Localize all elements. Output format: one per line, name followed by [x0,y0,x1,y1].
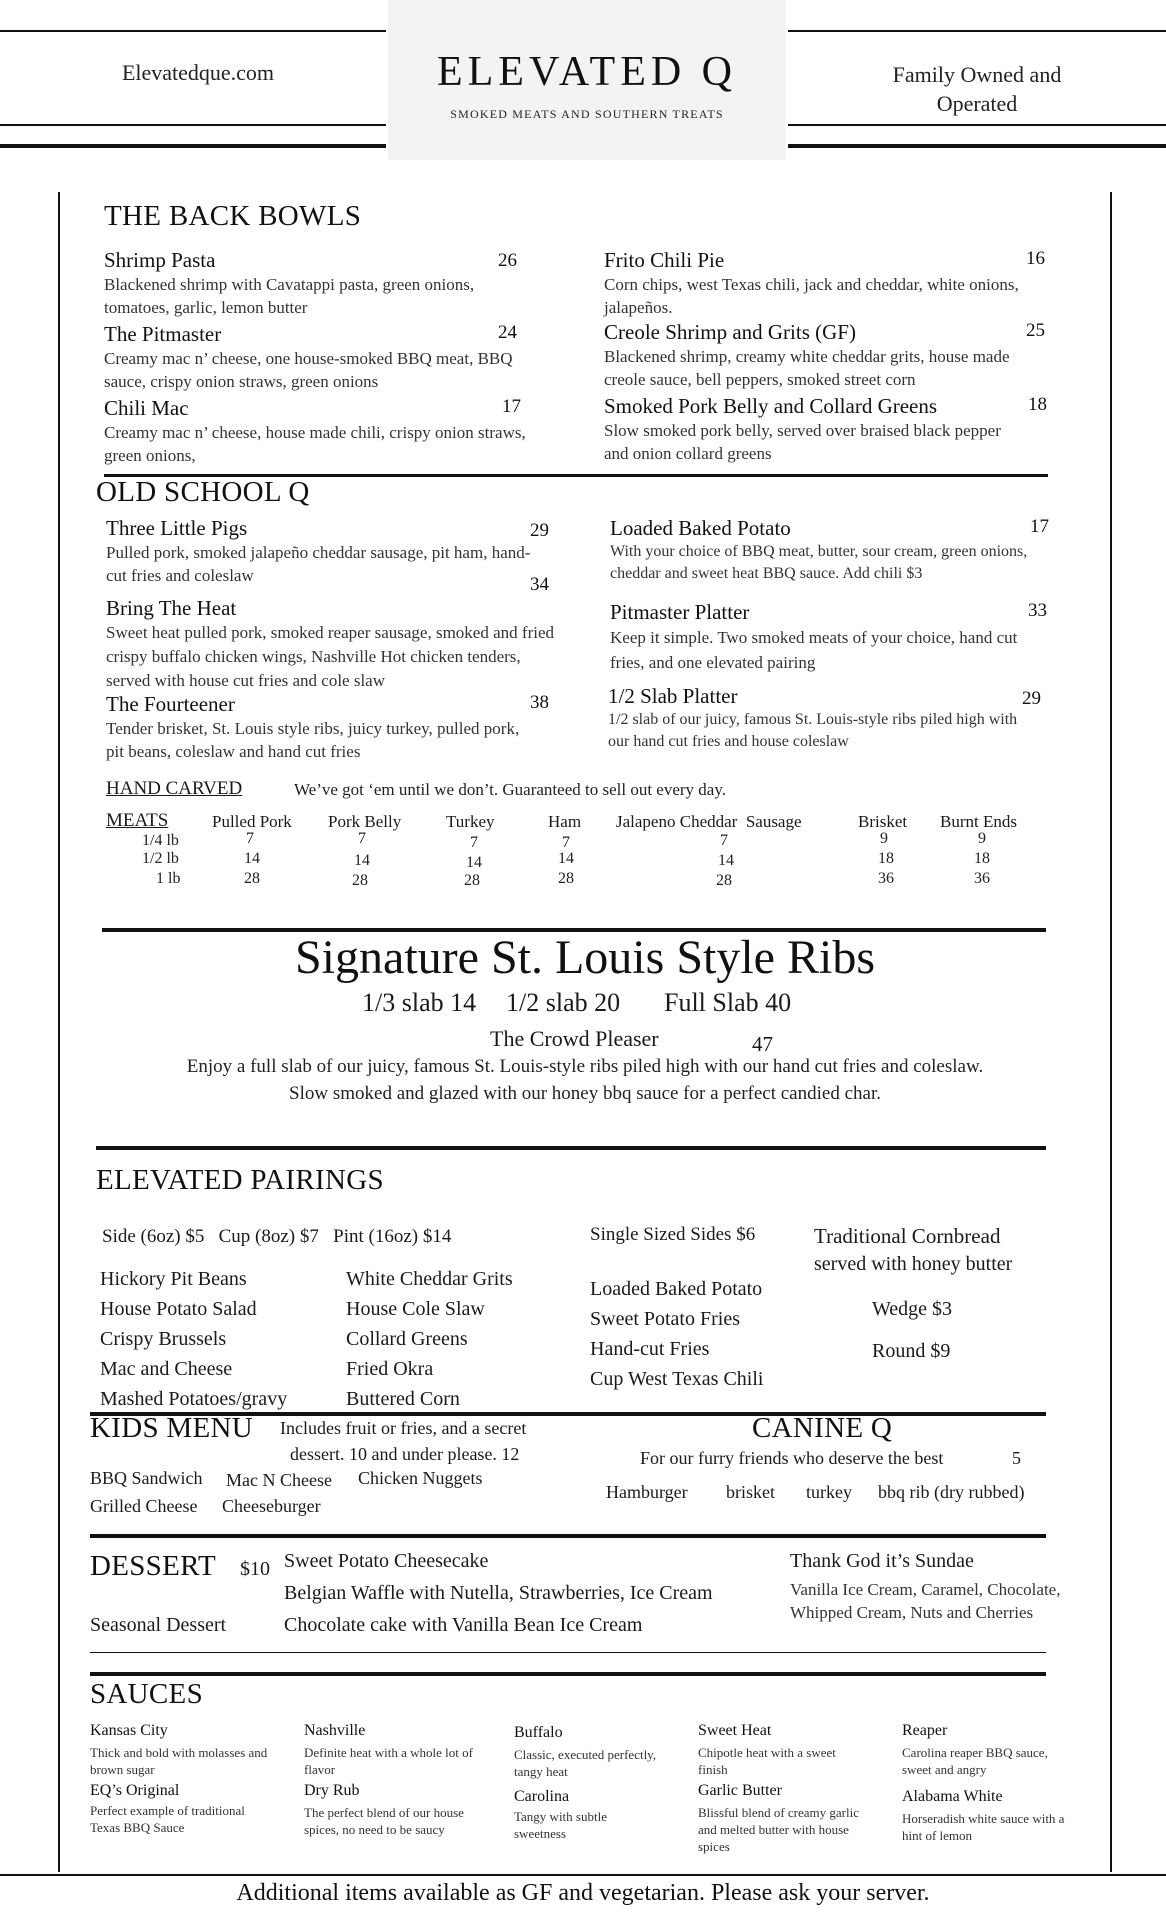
meat-column-header: Turkey [446,812,495,831]
item-price: 38 [530,692,549,713]
price-cell: 28 [558,870,574,887]
header-rule-right-top [788,30,1166,32]
menu-item [104,248,534,319]
menu-item [604,248,1044,319]
price-cell: 36 [878,870,894,887]
kids-item: BBQ Sandwich [90,1468,203,1488]
list-item: Sweet Potato Fries [590,1308,740,1330]
item-name: Chili Mac [104,396,189,420]
footer-rule [0,1874,1166,1876]
price-cell: 14 [354,852,370,869]
kids-item: Grilled Cheese [90,1496,198,1516]
item-desc: Sweet heat pulled pork, smoked reaper sausage, smoked and fried crispy buffalo chicken wings, Nashville Hot chicken tenders, served with house cut fries and cole slaw [106,623,554,690]
meat-column-header: Brisket [858,812,908,831]
cornbread-round: Round $9 [872,1340,951,1362]
canine-note: For our furry friends who deserve the best [640,1448,944,1468]
price-cell: 36 [974,870,990,887]
canine-price: 5 [1012,1448,1021,1468]
item-name: Smoked Pork Belly and Collard Greens [604,394,938,418]
meat-column-header: Jalapeno Cheddar Sausage [616,812,802,831]
sauce-name: Alabama White [902,1788,1003,1805]
price-cell: 18 [878,850,894,867]
section-divider [96,1146,1046,1150]
item-name: Pitmaster Platter [610,600,750,624]
sauce-name: Nashville [304,1722,366,1739]
price-cell: 14 [466,854,482,871]
ribs-half: 1/2 slab 20 [506,988,621,1017]
item-desc: Corn chips, west Texas chili, jack and cheddar, white onions, jalapeños. [604,275,1019,317]
list-item: White Cheddar Grits [346,1268,513,1290]
price-cell: 9 [880,830,888,847]
canine-item: brisket [726,1482,775,1502]
price-cell: 28 [464,872,480,889]
item-price: 25 [1026,320,1045,341]
sauce [698,1782,878,1855]
item-price: 29 [530,520,549,541]
ribs-desc-2: Slow smoked and glazed with our honey bbq sauce for a perfect candied char. [289,1083,881,1104]
dessert-price: $10 [240,1558,270,1580]
sauce-desc: Thick and bold with molasses and brown sugar [90,1745,268,1777]
sauce [304,1722,490,1778]
sauce-desc: Perfect example of traditional Texas BBQ Sauce [90,1803,245,1835]
kids-title: KIDS MENU [90,1412,254,1444]
sauce-desc: The perfect blend of our house spices, no need to be saucy [304,1805,464,1837]
item-desc: Slow smoked pork belly, served over braised black pepper and onion collard greens [604,421,1001,463]
item-desc: With your choice of BBQ meat, butter, sour cream, green onions, cheddar and sweet heat BBQ sauce. Add chili $3 [610,543,1028,582]
sauces-title: SAUCES [90,1678,203,1710]
meat-column-header: Pulled Pork [212,812,292,831]
item-price: 24 [498,322,517,343]
sundae-desc: Vanilla Ice Cream, Caramel, Chocolate, Whipped Cream, Nuts and Cherries [790,1580,1061,1622]
list-item: House Cole Slaw [346,1298,485,1320]
menu-item [610,516,1050,585]
item-name: Three Little Pigs [106,516,248,540]
hand-carved-label: HAND CARVED [106,778,243,799]
menu-item [610,600,1050,675]
sauce-desc: Chipotle heat with a sweet finish [698,1745,836,1777]
crowd-pleaser-price: 47 [752,1032,773,1056]
single-sides-label: Single Sized Sides $6 [590,1224,756,1245]
dessert-title: DESSERT [90,1550,217,1582]
item-price: 34 [530,574,549,595]
item-price: 26 [498,250,517,271]
meat-column-header: Burnt Ends [940,812,1017,831]
canine-item: Hamburger [606,1482,688,1502]
single-sides-list [590,1274,763,1394]
sauce-name: EQ’s Original [90,1782,180,1799]
row-size: 1/4 lb [142,832,179,849]
family-owned-text [788,60,1166,118]
menu-item [608,684,1052,753]
header-rule-right-mid [788,124,1166,126]
item-desc: Pulled pork, smoked jalapeño cheddar sausage, pit ham, hand-cut fries and coleslaw [106,543,531,585]
list-item: House Potato Salad [100,1298,257,1320]
item-desc: Creamy mac n’ cheese, house made chili, crispy onion straws, green onions, [104,423,526,465]
list-item: Fried Okra [346,1358,434,1380]
menu-item [604,394,1047,465]
crowd-pleaser-name: The Crowd Pleaser [490,1026,659,1051]
price-cell: 14 [244,850,260,867]
sundae-title: Thank God it’s Sundae [790,1550,974,1572]
item-name: The Fourteener [106,692,235,716]
price-cell: 7 [358,830,366,847]
sauce-desc: Blissful blend of creamy garlic and melted butter with house spices [698,1805,860,1854]
item-name: The Pitmaster [104,322,222,346]
list-item: Hand-cut Fries [590,1338,710,1360]
sauce [902,1788,1072,1844]
right-frame-rule [1110,192,1112,1872]
canine-item: turkey [806,1482,852,1502]
item-name: Shrimp Pasta [104,248,216,272]
menu-item [106,516,566,587]
meats-label: MEATS [106,810,169,831]
price-cell: 28 [244,870,260,887]
price-cell: 7 [720,832,728,849]
sauce [90,1782,276,1836]
family-line-2: Operated [936,91,1018,116]
sauce [90,1722,276,1778]
ribs-desc-1: Enjoy a full slab of our juicy, famous St. Louis-style ribs piled high with our hand cut fries and coleslaw. [186,1056,984,1077]
cornbread-title: Traditional Cornbread [814,1224,1001,1248]
sauce-desc: Horseradish white sauce with a hint of lemon [902,1811,1065,1843]
sauce [304,1782,490,1838]
kids-item: Cheeseburger [222,1496,321,1516]
sauce-name: Dry Rub [304,1782,360,1799]
sauce-desc: Definite heat with a whole lot of flavor [304,1745,473,1777]
list-item: Cup West Texas Chili [590,1368,764,1390]
cornbread-wedge: Wedge $3 [872,1298,953,1320]
sauce-name: Sweet Heat [698,1722,772,1739]
menu-item [106,574,566,693]
section-divider-thin [90,1652,1046,1653]
sauce [698,1722,878,1778]
meat-column-header: Ham [548,812,582,831]
item-price: 17 [1030,516,1049,537]
price-cell: 9 [978,830,986,847]
back-bowls-title: THE BACK BOWLS [104,200,362,232]
sauce [514,1724,684,1780]
brand-name: ELEVATED Q [436,49,738,95]
item-price: 33 [1028,600,1047,621]
price-cell: 14 [718,852,734,869]
price-cell: 7 [246,830,254,847]
sauce-name: Carolina [514,1788,570,1805]
hand-carved-note: We’ve got ‘em until we don’t. Guaranteed to sell out every day. [294,780,726,799]
price-cell: 18 [974,850,990,867]
dessert-item: Belgian Waffle with Nutella, Strawberries, Ice Cream [284,1582,713,1604]
section-divider [90,1672,1046,1676]
kids-item: Mac N Cheese [226,1470,332,1490]
sauce-desc: Carolina reaper BBQ sauce, sweet and angry [902,1745,1048,1777]
family-line-1: Family Owned and [892,62,1062,87]
canine-item: bbq rib (dry rubbed) [878,1482,1025,1502]
row-size: 1/2 lb [142,850,179,867]
price-cell: 7 [562,834,570,851]
header-rule-left-bottom [0,144,386,148]
list-item: Mashed Potatoes/gravy [100,1388,288,1410]
price-cell: 28 [716,872,732,889]
canine-title: CANINE Q [752,1412,893,1444]
ribs-title: Signature St. Louis Style Ribs [294,931,876,984]
ribs-third: 1/3 slab 14 [362,988,477,1017]
item-desc: Creamy mac n’ cheese, one house-smoked BBQ meat, BBQ sauce, crispy onion straws, green onions [104,349,513,391]
ribs-full: Full Slab 40 [664,988,792,1017]
item-desc: 1/2 slab of our juicy, famous St. Louis-style ribs piled high with our hand cut fries and house coleslaw [608,711,1018,750]
price-cell: 14 [558,850,574,867]
menu-item [104,322,524,393]
list-item: Hickory Pit Beans [100,1268,247,1290]
item-price: 29 [1022,688,1041,709]
old-school-title: OLD SCHOOL Q [96,476,310,508]
item-desc: Blackened shrimp with Cavatappi pasta, green onions, tomatoes, garlic, lemon butter [104,275,475,317]
list-item: Collard Greens [346,1328,468,1350]
kids-note-1: Includes fruit or fries, and a secret [280,1418,527,1438]
header-rule-right-bottom [788,144,1166,148]
item-name: Loaded Baked Potato [610,516,791,540]
header-rule-left-top [0,30,386,32]
brand-tagline: SMOKED MEATS AND SOUTHERN TREATS [450,107,724,121]
sauce-desc: Tangy with subtle sweetness [514,1809,607,1841]
item-name: Creole Shrimp and Grits (GF) [604,320,856,344]
header-rule-left-mid [0,124,386,126]
item-desc: Blackened shrimp, creamy white cheddar grits, house made creole sauce, bell peppers, smoked street corn [604,347,1010,389]
menu-item [604,320,1044,391]
price-cell: 28 [352,872,368,889]
pairing-list-1 [100,1264,287,1414]
item-desc: Keep it simple. Two smoked meats of your choice, hand cut fries, and one elevated pairing [610,628,1018,672]
item-desc: Tender brisket, St. Louis style ribs, juicy turkey, pulled pork, pit beans, coleslaw and hand cut fries [106,719,520,761]
list-item: Buttered Corn [346,1388,460,1410]
list-item: Loaded Baked Potato [590,1278,763,1300]
dessert-item: Chocolate cake with Vanilla Bean Ice Cream [284,1614,643,1636]
item-price: 17 [502,396,521,417]
item-price: 18 [1028,394,1047,415]
price-cell: 7 [470,834,478,851]
footer-note: Additional items available as GF and vegetarian. Please ask your server. [236,1880,930,1906]
sauce-name: Kansas City [90,1722,168,1739]
sauce [514,1788,684,1842]
pairing-sizes: Side (6oz) $5 Cup (8oz) $7 Pint (16oz) $14 [102,1226,452,1247]
item-name: 1/2 Slab Platter [608,684,738,708]
kids-note-2: dessert. 10 and under please. 12 [290,1444,520,1464]
list-item: Mac and Cheese [100,1358,233,1380]
sauce-name: Reaper [902,1722,948,1739]
seasonal-dessert: Seasonal Dessert [90,1614,227,1636]
sauce-name: Garlic Butter [698,1782,782,1799]
item-name: Frito Chili Pie [604,248,725,272]
website-link[interactable]: Elevatedque.com [121,60,275,85]
left-frame-rule [58,192,60,1872]
kids-item: Chicken Nuggets [358,1468,483,1488]
sauce-desc: Classic, executed perfectly, tangy heat [514,1747,657,1779]
menu-item [106,692,566,763]
pairings-title: ELEVATED PAIRINGS [96,1164,384,1196]
pairing-list-2 [346,1264,513,1414]
section-divider [90,1534,1046,1538]
meat-column-header: Pork Belly [328,812,402,831]
row-size: 1 lb [156,870,181,887]
list-item: Crispy Brussels [100,1328,227,1350]
item-price: 16 [1026,248,1045,269]
dessert-item: Sweet Potato Cheesecake [284,1550,489,1572]
cornbread-sub: served with honey butter [814,1253,1013,1275]
sauce [902,1722,1072,1778]
menu-item [104,396,534,467]
item-name: Bring The Heat [106,596,237,620]
sauce-name: Buffalo [514,1724,563,1741]
